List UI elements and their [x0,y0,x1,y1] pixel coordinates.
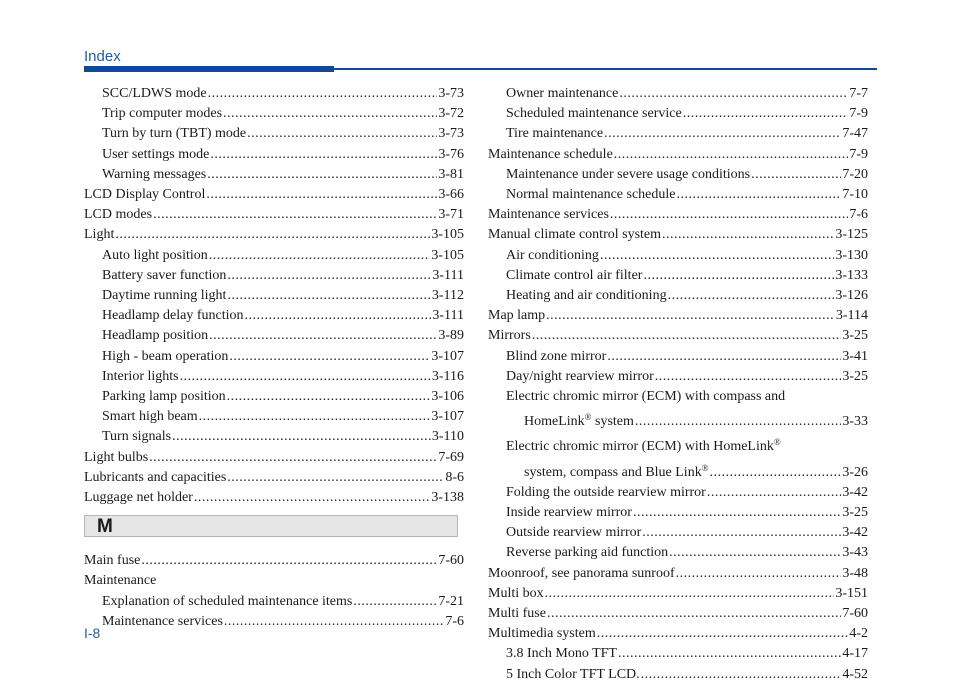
index-entry-page: 3-105 [431,247,464,263]
index-entry [488,523,868,543]
index-entry-label: Light bulbs [84,449,149,465]
index-entry [488,367,868,387]
index-entry [84,306,464,326]
index-entry-label: Explanation of scheduled maintenance items [102,593,353,609]
index-entry-label: Heating and air conditioning [506,288,667,304]
index-entry-continuation [506,458,868,483]
dot-leader [153,205,437,225]
index-entry-label: Battery saver function [102,267,227,283]
dot-leader [245,306,432,326]
index-entry-page: 7-20 [842,166,868,182]
index-entry-line [506,387,868,407]
index-entry-line [506,84,868,104]
index-entry [488,145,868,165]
index-entry-page: 3-43 [842,545,868,561]
index-entry-line [488,604,868,624]
index-entry [488,665,868,685]
dot-leader [642,523,841,543]
section-letter-m: M [84,515,458,537]
page-header-title: Index [84,48,121,65]
index-entry [84,286,464,306]
index-entry-label: 5 Inch Color TFT LCD. [506,666,640,682]
index-entry-line [102,612,464,632]
index-entry-page: 7-21 [438,593,464,609]
index-entry-page: 3-33 [842,414,868,430]
index-entry [84,592,464,612]
index-entry-page: 8-6 [445,469,464,485]
index-entry [488,503,868,523]
index-column-left [84,84,464,632]
index-entry [84,266,464,286]
dot-leader [172,427,431,447]
index-entry-line [506,665,868,685]
dot-leader [655,367,842,387]
index-entry-line [102,104,464,124]
dot-leader [227,468,444,488]
dot-leader [247,124,437,144]
index-entry-page: 3-106 [431,389,464,405]
dot-leader [669,543,841,563]
index-entry-page: 3-89 [438,328,464,344]
index-entry-label: Lubricants and capacities [84,469,227,485]
dot-leader [600,246,834,266]
index-entry-label: Multi fuse [488,606,546,622]
index-entry-line [84,185,464,205]
index-entry [84,84,464,104]
index-entry [84,551,464,571]
index-entry-line [488,624,868,644]
index-entry-page: 3-42 [842,484,868,500]
index-entry-label: Blind zone mirror [506,348,607,364]
index-entry-label: Headlamp position [102,328,209,344]
index-entry-line [488,564,868,584]
index-entry-label: Electric chromic mirror (ECM) with HomeLink [506,439,774,455]
index-entry-line [506,523,868,543]
index-entry-line [102,367,464,387]
index-entry-label: LCD Display Control [84,187,206,203]
dot-leader [229,347,430,367]
index-entry [84,347,464,367]
header-rule-thin [334,68,877,70]
index-entry-label: Outside rearview mirror [506,525,642,541]
index-entry-page: 3-133 [835,267,868,283]
index-entry-page: 3-112 [431,288,464,304]
index-entry-label: Auto light position [102,247,208,263]
index-entry [84,104,464,124]
index-entry [488,387,868,432]
index-entry-page: 7-9 [849,106,868,122]
index-entry [84,367,464,387]
index-entry [488,564,868,584]
index-entry-label: Turn by turn (TBT) mode [102,126,247,142]
dot-leader [223,104,437,124]
dot-leader [210,145,437,165]
dot-leader [199,407,431,427]
index-entry [84,326,464,346]
index-entry [84,488,464,508]
index-entry-page: 4-17 [842,646,868,662]
dot-leader [614,145,849,165]
index-entry [488,347,868,367]
index-entry-line [84,551,464,571]
index-entry-page: 3-151 [835,585,868,601]
index-entry-line [506,185,868,205]
index-entry-line [506,644,868,664]
index-entry-page: 3-130 [835,247,868,263]
index-entry-line [102,266,464,286]
index-entry-line [488,326,868,346]
index-entry-line [488,205,868,225]
index-entry-line [506,246,868,266]
dot-leader [547,604,841,624]
registered-mark: ® [773,437,781,448]
dot-leader [597,624,849,644]
index-entry-line [102,124,464,144]
dot-leader [209,326,437,346]
index-entry-line [102,427,464,447]
dot-leader [141,551,437,571]
index-entry-page: 7-47 [842,126,868,142]
dot-leader [751,165,841,185]
index-entry [488,124,868,144]
index-entry [488,644,868,664]
index-entry-page: 7-9 [849,146,868,162]
index-entry-label-part: HomeLink [524,414,585,430]
index-entry-label: Folding the outside rearview mirror [506,484,706,500]
dot-leader [208,84,438,104]
index-entry-page: 3-48 [842,565,868,581]
page-number: I-8 [84,625,101,641]
index-entry [488,584,868,604]
index-entry-label: Luggage net holder [84,490,193,506]
index-entry [488,84,868,104]
index-entry [488,624,868,644]
index-entry [84,124,464,144]
index-entry-label: Multi box [488,585,544,601]
index-entry-line [84,448,464,468]
dot-leader [707,483,841,503]
index-list-l [84,84,464,508]
index-entry-label: Electric chromic mirror (ECM) with compass and [506,389,786,405]
index-entry [488,205,868,225]
index-entry [488,306,868,326]
index-entry-label: 3.8 Inch Mono TFT [506,646,617,662]
index-entry-page: 3-126 [835,288,868,304]
index-entry-page: 7-6 [445,613,464,629]
index-entry-label: High - beam operation [102,348,229,364]
index-entry [84,571,464,591]
index-entry-line [488,225,868,245]
index-entry-label: Headlamp delay function [102,308,244,324]
index-entry-page: 3-25 [842,368,868,384]
dot-leader [683,104,849,124]
index-entry-label: Reverse parking aid function [506,545,669,561]
index-entry-line [84,468,464,488]
index-entry [84,427,464,447]
header-rule-thick [84,66,334,72]
index-entry [84,468,464,488]
index-entry-line [488,145,868,165]
dot-leader [546,306,835,326]
index-entry [488,104,868,124]
index-entry-label: Light [84,227,115,243]
index-entry-label: LCD modes [84,207,153,223]
index-entry-page: 3-105 [431,227,464,243]
index-entry-label: SCC/LDWS mode [102,86,207,101]
index-entry-label: Air conditioning [506,247,599,263]
registered-mark: ® [584,412,592,423]
index-entry-line [102,387,464,407]
dot-leader [710,463,842,483]
index-entry-line [506,347,868,367]
dot-leader [668,286,835,306]
dot-leader [643,266,834,286]
dot-leader [676,185,841,205]
index-entry-page: 7-6 [849,207,868,223]
index-entry-page: 3-41 [842,348,868,364]
index-entry-line [84,488,464,508]
index-entry-line [102,165,464,185]
dot-leader [532,326,842,346]
index-entry-line [102,326,464,346]
index-entry [84,145,464,165]
index-entry-page: 3-25 [842,505,868,521]
index-entry-line [84,205,464,225]
dot-leader [619,84,848,104]
index-entry-line [506,124,868,144]
index-list-m [84,551,464,632]
index-entry-line [102,306,464,326]
dot-leader [633,503,841,523]
dot-leader [206,185,437,205]
index-entry-label: Daytime running light [102,288,227,304]
index-entry [488,286,868,306]
index-entry-page: 3-42 [842,525,868,541]
index-entry [488,432,868,482]
index-entry [84,185,464,205]
index-entry-label: Scheduled maintenance service [506,106,682,122]
index-entry-line [506,367,868,387]
index-entry [84,205,464,225]
index-entry-page: 3-73 [438,126,464,142]
index-entry-continuation [506,407,868,432]
index-entry-page: 7-10 [842,187,868,203]
index-entry [488,543,868,563]
index-entry-label: Mirrors [488,328,531,344]
index-entry [488,246,868,266]
index-entry [84,407,464,427]
index-entry [488,225,868,245]
index-entry-line [506,104,868,124]
index-entry-line [102,286,464,306]
index-entry-page: 3-116 [431,368,464,384]
index-entry-page: 3-138 [431,490,464,506]
dot-leader [180,367,431,387]
index-entry-page: 3-111 [432,267,464,283]
index-entry-label: Maintenance under severe usage conditions [506,166,751,182]
index-entry-line [506,503,868,523]
dot-leader [224,612,444,632]
index-entry-page: 3-107 [431,348,464,364]
index-entry [488,483,868,503]
dot-leader [676,564,842,584]
index-entry-label: Main fuse [84,553,141,569]
index-entry [84,246,464,266]
index-entry [84,165,464,185]
dot-leader [545,584,835,604]
index-entry-page: 3-107 [431,409,464,425]
index-entry-line [506,432,868,457]
index-entry-label: Smart high beam [102,409,198,425]
index-entry-page: 3-114 [835,308,868,324]
dot-leader [607,347,841,367]
index-entry-label-part: system, compass and Blue Link [524,464,702,480]
index-entry [488,185,868,205]
index-entry-line [488,584,868,604]
index-entry-label: Manual climate control system [488,227,662,243]
dot-leader [207,165,437,185]
index-entry [84,448,464,468]
index-entry-label-continued [524,458,709,483]
index-entry-label: Map lamp [488,308,546,324]
index-entry-page: 3-110 [431,429,464,445]
index-entry [84,225,464,245]
index-entry-line [102,407,464,427]
index-entry-page: 3-81 [438,166,464,182]
index-entry-label-continued [524,407,634,432]
index-entry-page: 7-60 [438,553,464,569]
index-entry-label: Maintenance services [488,207,609,223]
index-entry-label: Owner maintenance [506,86,619,101]
dot-leader [209,246,431,266]
index-entry [488,326,868,346]
index-entry-line [506,543,868,563]
dot-leader [662,225,834,245]
index-entry-line [506,286,868,306]
dot-leader [227,387,431,407]
index-entry-line [102,84,464,104]
index-entry-line [506,266,868,286]
index-list-m-continued [488,84,868,685]
index-entry-page: 4-2 [849,626,868,642]
dot-leader [227,266,431,286]
index-entry-label: Trip computer modes [102,106,223,122]
index-entry-line [102,145,464,165]
dot-leader [635,412,841,432]
index-entry-label: Moonroof, see panorama sunroof [488,565,675,581]
index-entry-label: Turn signals [102,429,172,445]
index-entry [488,165,868,185]
index-entry-line [84,225,464,245]
dot-leader [194,488,430,508]
index-entry-page: 3-26 [842,464,868,480]
index-entry-label: Maintenance services [102,613,223,629]
index-entry-page: 7-69 [438,449,464,465]
dot-leader [641,665,842,685]
index-entry [84,612,464,632]
dot-leader [115,225,430,245]
index-column-right [488,84,868,685]
dot-leader [227,286,430,306]
dot-leader [618,644,841,664]
dot-leader [610,205,848,225]
index-entry-page: 3-73 [438,86,464,101]
index-entry-label: Multimedia system [488,626,596,642]
index-entry-line [506,165,868,185]
dot-leader [353,592,437,612]
index-entry-page: 3-76 [438,146,464,162]
index-entry-page: 3-111 [432,308,464,324]
index-entry [488,604,868,624]
index-entry-label: Inside rearview mirror [506,505,632,521]
registered-mark: ® [701,462,709,473]
index-entry-page: 3-125 [835,227,868,243]
index-entry-line [102,592,464,612]
index-entry-label: User settings mode [102,146,210,162]
index-entry-line [506,483,868,503]
index-entry-label: Normal maintenance schedule [506,187,676,203]
dot-leader [604,124,841,144]
dot-leader [149,448,437,468]
index-entry-page: 4-52 [842,666,868,682]
index-entry-label: Maintenance schedule [488,146,613,162]
index-entry-label-part: system [591,414,634,430]
index-entry-page: 3-66 [438,187,464,203]
index-entry-page: 3-25 [842,328,868,344]
index-entry-page: 3-71 [438,207,464,223]
index-entry-label: Maintenance [84,573,157,589]
index-entry [488,266,868,286]
index-entry-label: Interior lights [102,368,179,384]
index-entry [84,387,464,407]
index-entry-page: 3-72 [438,106,464,122]
index-entry-line [102,347,464,367]
index-entry-label: Tire maintenance [506,126,604,142]
index-entry-line [102,246,464,266]
index-entry-label: Day/night rearview mirror [506,368,654,384]
index-entry-line [488,306,868,326]
index-entry-label: Climate control air filter [506,267,643,283]
index-entry-page: 7-60 [842,606,868,622]
index-entry-label: Parking lamp position [102,389,226,405]
index-entry-page: 7-7 [849,86,868,101]
index-entry-label: Warning messages [102,166,207,182]
